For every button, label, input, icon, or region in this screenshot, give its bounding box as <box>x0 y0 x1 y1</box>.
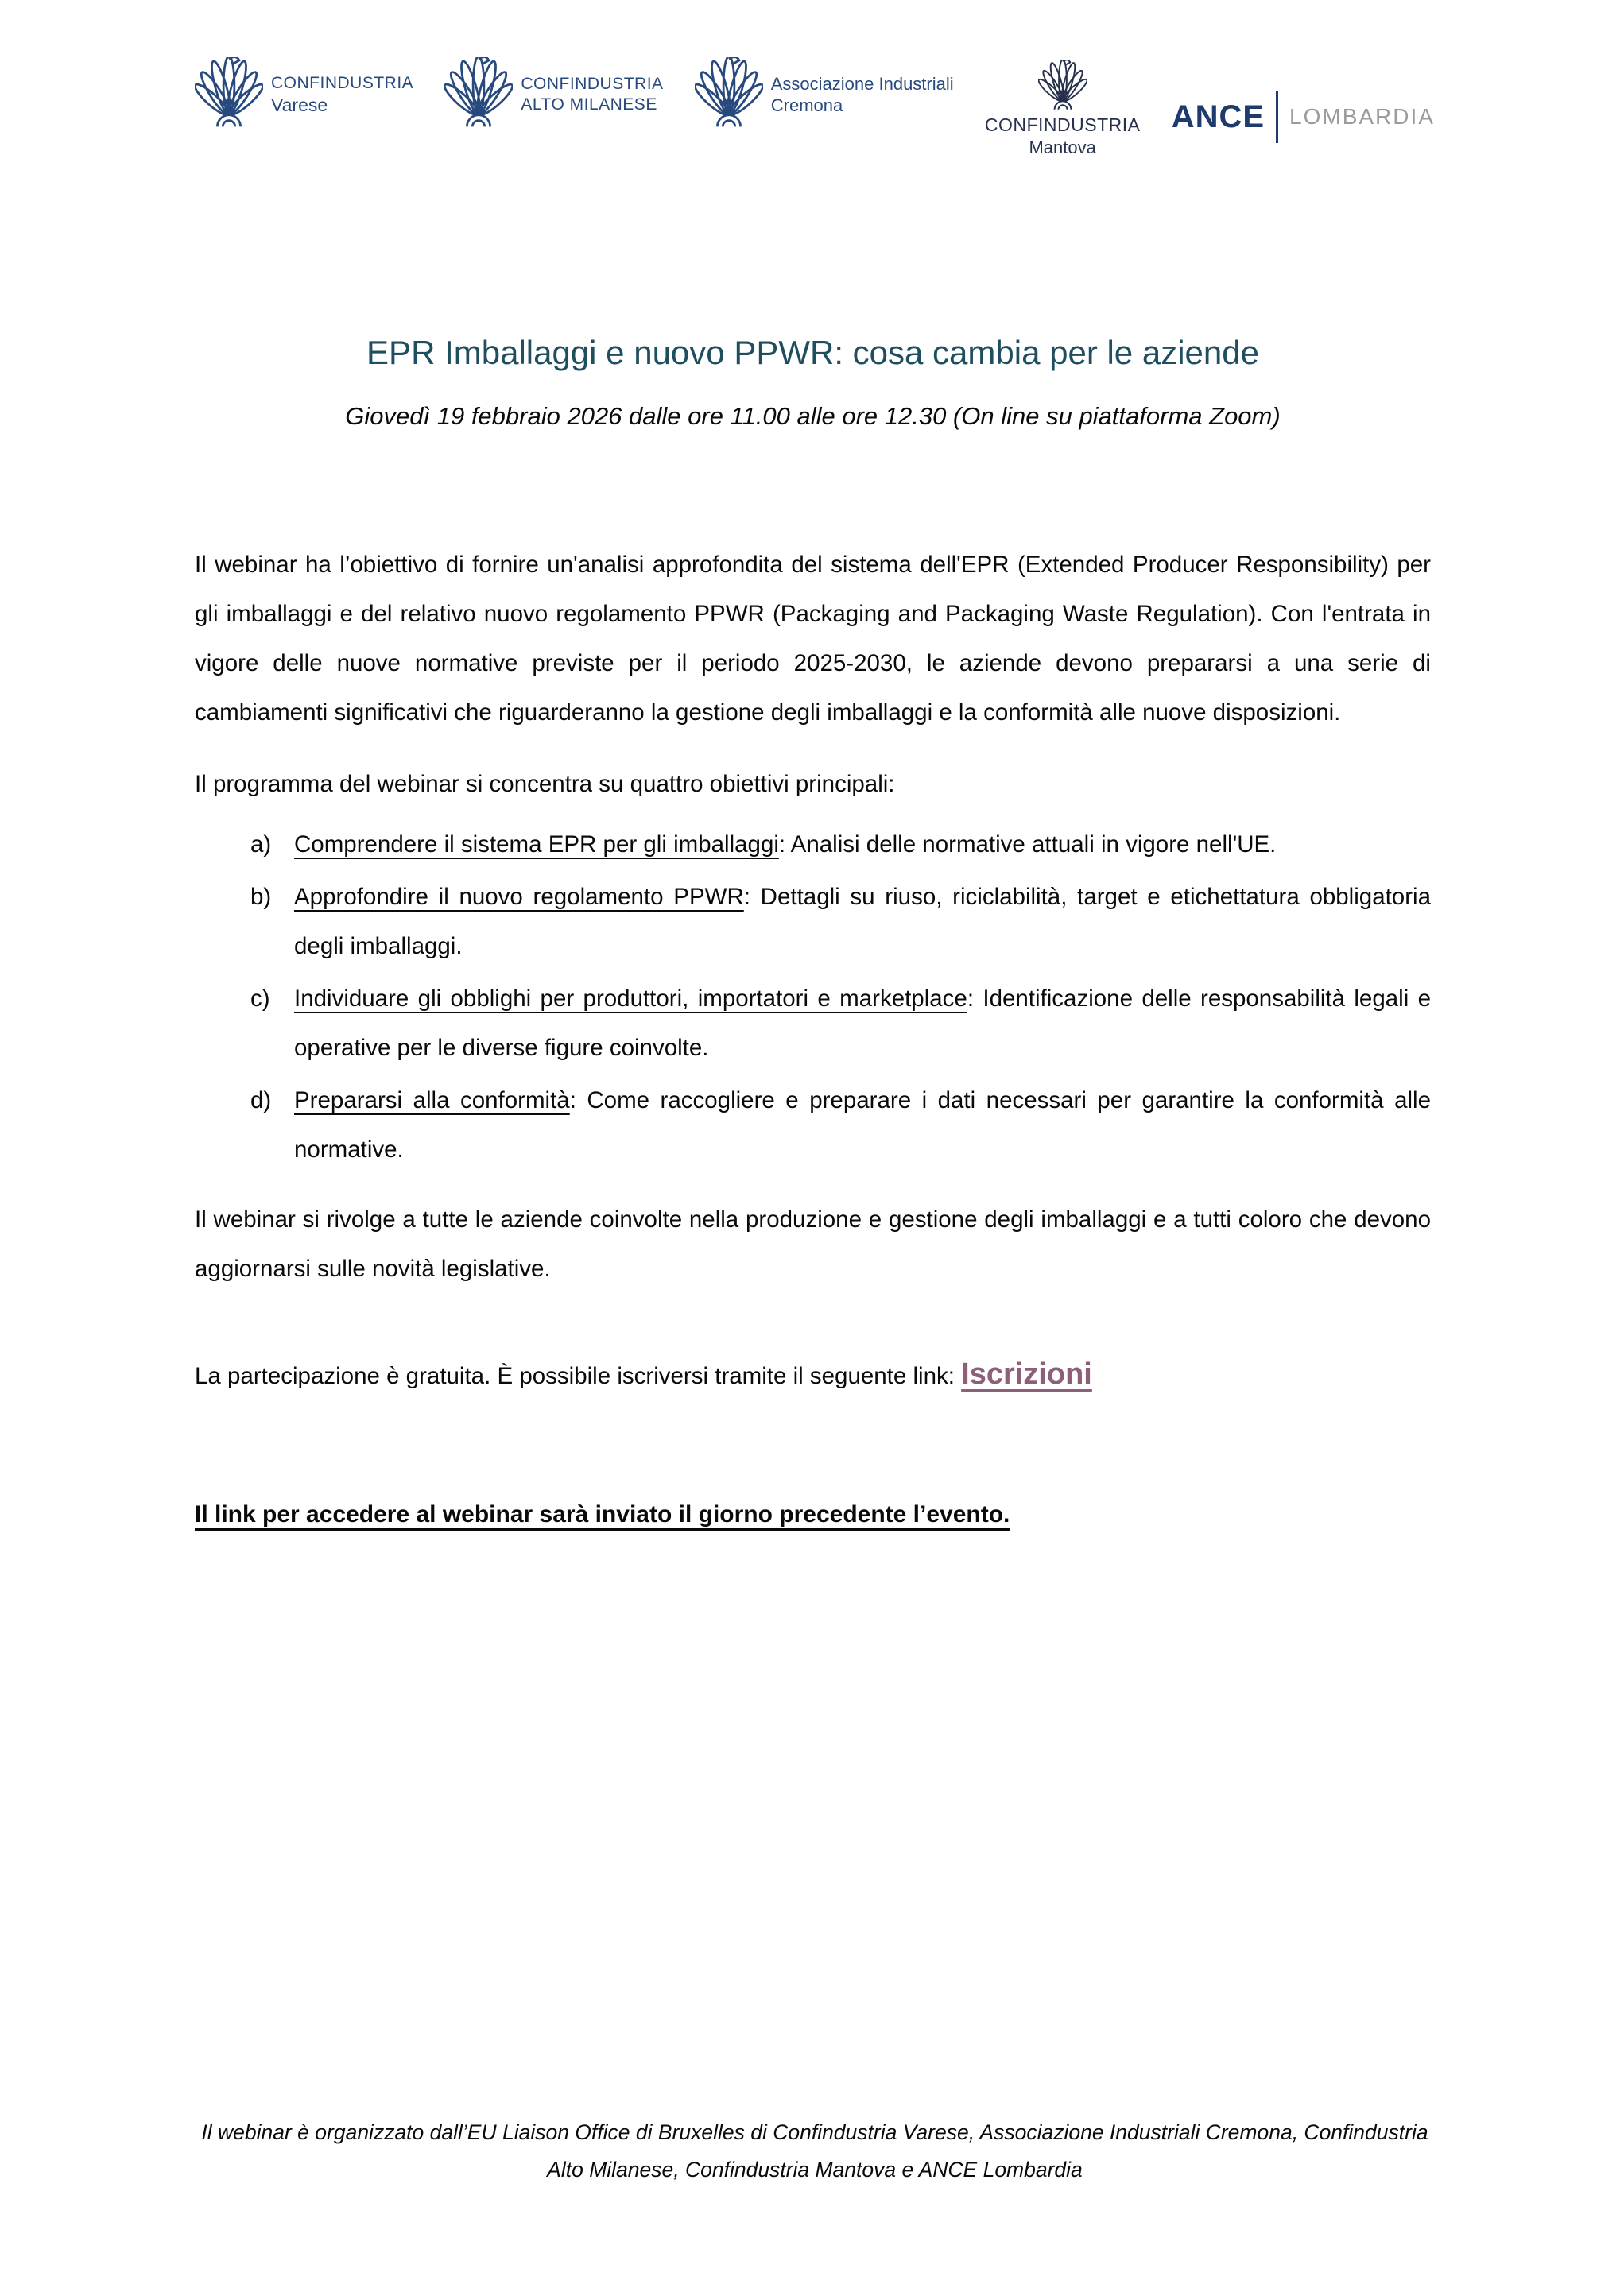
logo-org-name: CONFINDUSTRIA <box>984 114 1141 135</box>
logo-org-city: Mantova <box>1029 137 1096 157</box>
objective-lead: Approfondire il nuovo regolamento PPWR <box>294 884 744 911</box>
event-datetime: Giovedì 19 febbraio 2026 dalle ore 11.00 alle ore 12.30 (On line su piattaforma Zoom) <box>345 402 1281 431</box>
objective-item-b <box>195 873 1431 971</box>
logo-associazione-industriali-cremona <box>695 57 954 132</box>
page-title: EPR Imballaggi e nuovo PPWR: cosa cambia per le aziende <box>366 334 1259 371</box>
objective-description: : Analisi delle normative attuali in vigore nell'UE. <box>778 831 1277 858</box>
objective-marker: d) <box>250 1087 272 1114</box>
document-body <box>195 334 1431 1539</box>
objective-item-d <box>195 1076 1431 1175</box>
objective-lead: Individuare gli obblighi per produttori, importatori e marketplace <box>294 985 967 1012</box>
confindustria-eagle-icon <box>195 57 263 132</box>
organizers-note: Il webinar è organizzato dall’EU Liaison Office di Bruxelles di Confindustria Varese, Associazione Industriali Cremona, Confindustria Alto Milanese, Confindustria Mantova e ANCE Lombardia <box>201 2120 1428 2182</box>
confindustria-eagle-icon <box>1038 60 1087 113</box>
logo-org-name: Associazione Industriali <box>770 73 954 94</box>
logo-org-city: Cremona <box>770 95 843 115</box>
program-lead-paragraph: Il programma del webinar si concentra su quattro obiettivi principali: <box>195 771 895 798</box>
logo-org-name: CONFINDUSTRIA <box>271 73 414 92</box>
objective-description: : Identificazione delle responsabilità legali e operative per le diverse figure coinvolte. <box>294 985 1431 1062</box>
objective-marker: b) <box>250 884 272 911</box>
objective-marker: a) <box>250 831 272 858</box>
confindustria-eagle-icon <box>695 57 763 132</box>
objective-description: : Dettagli su riuso, riciclabilità, target e etichettatura obbligatoria degli imballaggi. <box>294 884 1431 960</box>
registration-text: La partecipazione è gratuita. È possibile iscriversi tramite il seguente link: <box>195 1363 962 1390</box>
objective-item-a <box>195 820 1431 869</box>
logo-ance-lombardia <box>1172 91 1435 143</box>
iscrizioni-link[interactable]: Iscrizioni <box>961 1357 1092 1392</box>
logo-org-name: CONFINDUSTRIA <box>521 74 664 93</box>
ance-wordmark: ANCE <box>1171 99 1265 134</box>
logo-confindustria-alto-milanese <box>444 57 663 132</box>
objective-lead: Prepararsi alla conformità <box>294 1087 570 1114</box>
link-notice: Il link per accedere al webinar sarà inviato il giorno precedente l’evento. <box>195 1501 1010 1528</box>
logo-confindustria-varese <box>195 57 413 132</box>
logo-org-city: ALTO MILANESE <box>521 95 657 114</box>
logo-confindustria-mantova <box>985 60 1141 158</box>
registration-paragraph <box>195 1349 1431 1401</box>
intro-paragraph: Il webinar ha l’obiettivo di fornire un'analisi approfondita del sistema dell'EPR (Extended Producer Responsibility) per gli imballaggi e del relativo nuovo regolamento PPWR (Packaging and Packaging Waste Regulation). Con l'entrata in vigore delle nuove normative previste per il periodo 2025-2030, le aziende devono prepararsi a una serie di cambiamenti significativi che riguarderanno la gestione degli imballaggi e la conformità alle nuove disposizioni. <box>195 552 1431 726</box>
objective-description: : Come raccogliere e preparare i dati necessari per garantire la conformità alle normative. <box>294 1087 1431 1163</box>
logo-strip <box>195 57 1435 158</box>
ance-region-label: LOMBARDIA <box>1289 104 1435 129</box>
logo-org-city: Varese <box>271 94 328 115</box>
confindustria-eagle-icon <box>444 57 513 132</box>
objectives-list <box>195 820 1431 1175</box>
objective-item-c <box>195 974 1431 1073</box>
objective-marker: c) <box>250 985 270 1012</box>
ance-divider <box>1276 91 1278 143</box>
objective-lead: Comprendere il sistema EPR per gli imballaggi <box>294 831 779 858</box>
audience-paragraph: Il webinar si rivolge a tutte le aziende coinvolte nella produzione e gestione degli imballaggi e a tutti coloro che devono aggiornarsi sulle novità legislative. <box>195 1206 1431 1283</box>
